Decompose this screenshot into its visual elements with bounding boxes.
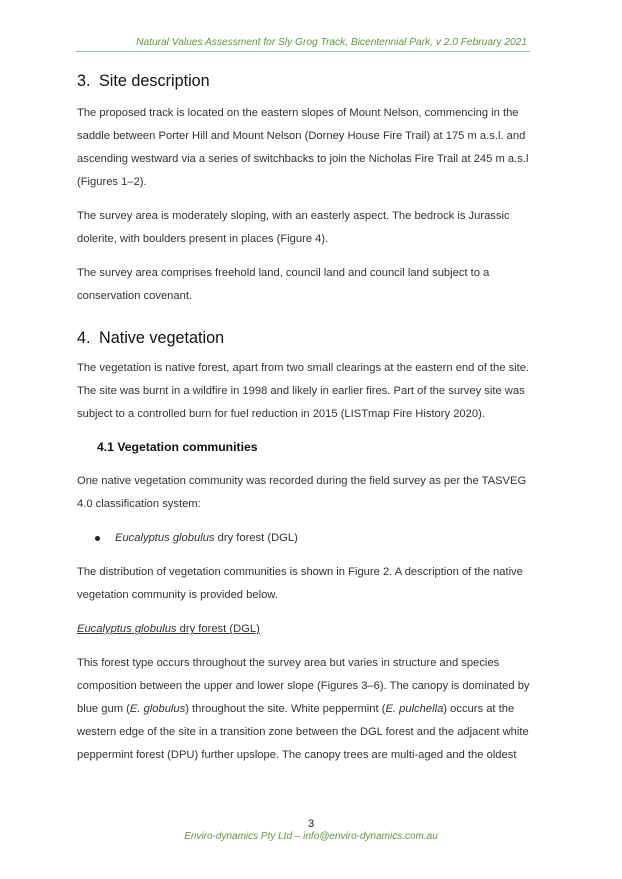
subsection-4-1-paragraph-1: One native vegetation community was recorded during the field survey as per the TASVEG 4.0 classification system: [77,475,527,510]
description-part-a: This forest type occurs throughout the survey area but varies in structure and species composition between the upper and lower slope (Figures 3–6). The canopy is dominated by blue gum ( [77,657,530,715]
bullet-species: Eucalyptus globulus [115,532,215,544]
section-4-number: 4. [77,329,91,347]
subsection-4-1-heading: 4.1 Vegetation communities [97,440,258,454]
species-pulchella: E. pulchella [385,703,444,715]
page-number: 3 [307,818,315,830]
section-4-paragraph-1: The vegetation is native forest, apart from two small clearings at the eastern end of the site. The site was burnt in a wildfire in 1998 and likely in earlier fires. Part of the survey site was subject to a controlled burn for fuel reduction in 2015 (LISTmap Fire History 2020). [77,362,530,420]
bullet-text: dry forest (DGL) [214,532,298,544]
community-heading [77,618,543,641]
section-3-heading [77,68,543,94]
species-globulus: E. globulus [129,703,186,715]
list-item [77,527,543,550]
section-3-paragraph-2: The survey area is moderately sloping, with an easterly aspect. The bedrock is Jurassic dolerite, with boulders present in places (Figure 4). [77,210,510,245]
description-part-c: ) throughout the site. White peppermint ( [185,703,386,715]
header-rule [76,51,530,52]
community-heading-text: dry forest (DGL) [176,623,260,635]
page-content [77,68,543,767]
section-3-paragraph-3: The survey area comprises freehold land, council land and council land subject to a conservation covenant. [77,267,490,302]
subsection-4-1-paragraph-2: The distribution of vegetation communities is shown in Figure 2. A description of the native vegetation community is provided below. [77,566,523,601]
section-3-number: 3. [77,72,91,90]
community-description [77,652,543,767]
section-3-paragraph-1: The proposed track is located on the eastern slopes of Mount Nelson, commencing in the saddle between Porter Hill and Mount Nelson (Dorney House Fire Trail) at 175 m a.s.l. and ascending westward via a series of switchbacks to join the Nicholas Fire Trail at 245 m a.s.l (Figures 1–2). [77,107,529,188]
community-heading-species: Eucalyptus globulus [77,623,177,635]
running-header: Natural Values Assessment for Sly Grog Track, Bicentennial Park, v 2.0 February 2021 [136,37,527,48]
section-4-title: Native vegetation [99,329,225,347]
section-3-title: Site description [99,72,210,90]
section-4-heading [77,325,543,351]
footer-contact: Enviro-dynamics Pty Ltd – info@enviro-dynamics.com.au [184,831,438,842]
description-part-e: ) occurs at the western edge of the site in a transition zone between the DGL forest and the adjacent white peppermint forest (DPU) further upslope. The canopy trees are multi-aged and the oldest [77,703,529,761]
bullet-icon [95,536,100,541]
